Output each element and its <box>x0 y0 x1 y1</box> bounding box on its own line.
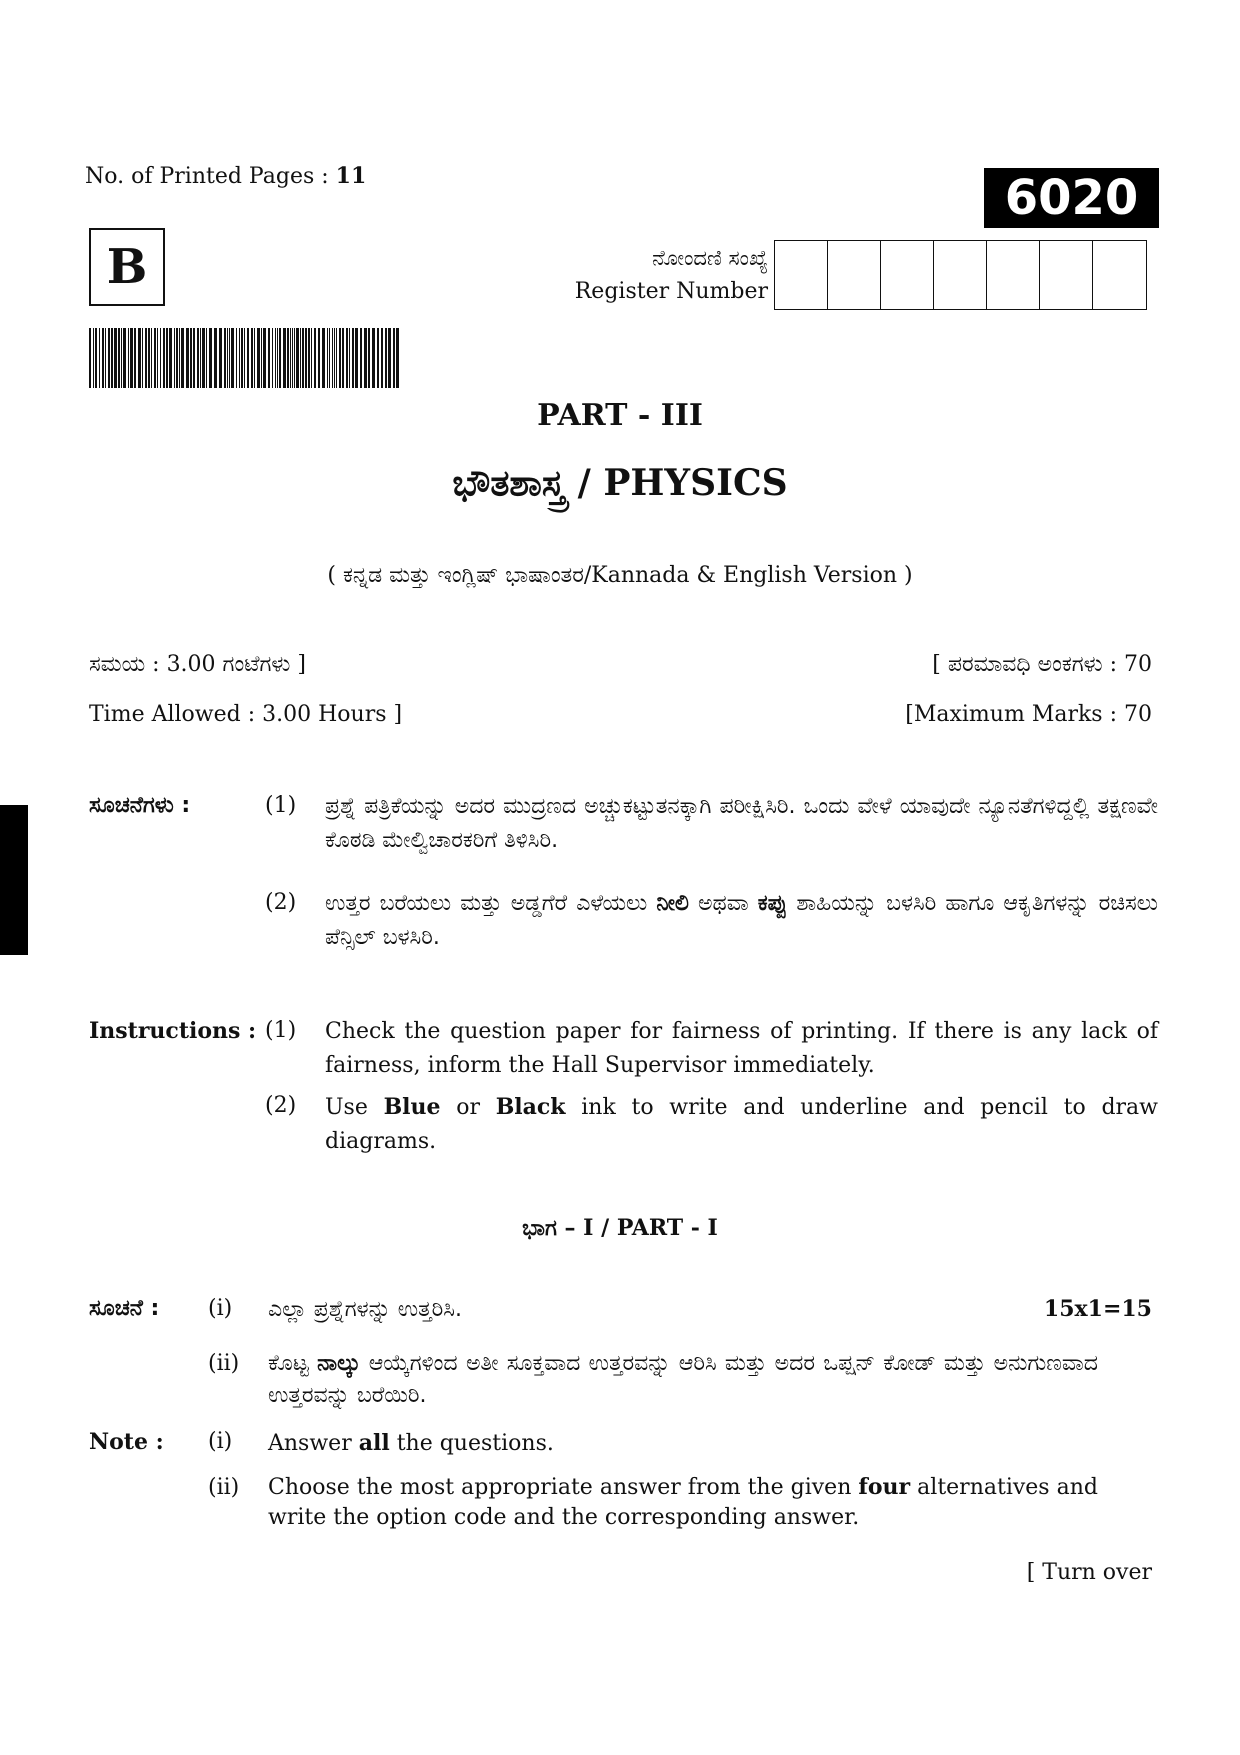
register-digit-box[interactable] <box>775 241 828 309</box>
printed-pages-label: No. of Printed Pages : <box>85 164 329 189</box>
instructions-label-english: Instructions : <box>89 1018 257 1044</box>
note-label-kannada: ಸೂಚನೆ : <box>89 1296 160 1321</box>
version-letter-box: B <box>89 228 165 306</box>
section-marks: 15x1=15 <box>1043 1296 1152 1322</box>
note-text-kannada-1: ಎಲ್ಲಾ ಪ್ರಶ್ನೆಗಳನ್ನು ಉತ್ತರಿಸಿ. <box>268 1297 462 1322</box>
margin-marker-bar <box>0 805 28 955</box>
instruction-number: (1) <box>265 793 297 818</box>
time-allowed-kannada: ಸಮಯ : 3.00 ಗಂಟೆಗಳು ] <box>89 652 306 677</box>
note-text-english-2: Choose the most appropriate answer from the given four alternatives and write the option code and the corresponding answer. <box>268 1474 1098 1530</box>
instruction-number: (1) <box>265 1018 297 1043</box>
register-digit-box[interactable] <box>934 241 987 309</box>
instruction-text-kannada-1: ಪ್ರಶ್ನೆ ಪತ್ರಿಕೆಯನ್ನು ಅದರ ಮುದ್ರಣದ ಅಚ್ಚುಕಟ್ಟುತನಕ್ಕಾಗಿ ಪರೀಕ್ಷಿಸಿರಿ. ಒಂದು ವೇಳೆ ಯಾವುದೇ ನ್ಯೂನತೆಗಳಿದ್ದಲ್ಲಿ ತಕ್ಷಣವೇ ಕೊಠಡಿ ಮೇಲ್ವಿಚಾರಕರಿಗೆ ತಿಳಿಸಿರಿ. <box>325 794 1158 853</box>
register-digit-box[interactable] <box>828 241 881 309</box>
note-number: (i) <box>208 1429 233 1454</box>
register-digit-box[interactable] <box>881 241 934 309</box>
note-text-kannada-2: ಕೊಟ್ಟ ನಾಲ್ಕು ಆಯ್ಕೆಗಳಿಂದ ಅತೀ ಸೂಕ್ತವಾದ ಉತ್ತರವನ್ನು ಆರಿಸಿ ಮತ್ತು ಅದರ ಒಪ್ಷನ್ ಕೋಡ್ ಮತ್ತು ಅನುಗುಣವಾದ ಉತ್ತರವನ್ನು ಬರೆಯಿರಿ. <box>268 1351 1098 1408</box>
instruction-number: (2) <box>265 890 297 915</box>
note-text-english-1: Answer all the questions. <box>268 1430 554 1456</box>
note-number: (ii) <box>208 1351 240 1376</box>
blue-ink-english: Blue <box>383 1094 441 1120</box>
register-digit-box[interactable] <box>987 241 1040 309</box>
instruction-text-english-1: Check the question paper for fairness of printing. If there is any lack of fairness, inform the Hall Supervisor immediately. <box>325 1019 1158 1078</box>
paper-code: 6020 <box>984 168 1159 228</box>
register-digit-box[interactable] <box>1040 241 1093 309</box>
note-number: (ii) <box>208 1475 240 1500</box>
time-allowed-english: Time Allowed : 3.00 Hours ] <box>89 702 403 727</box>
section-heading: ಭಾಗ – I / PART - I <box>522 1215 718 1241</box>
note-label-english: Note : <box>89 1429 164 1455</box>
maximum-marks-english: [Maximum Marks : 70 <box>905 702 1152 727</box>
four-kannada: ನಾಲ್ಕು <box>317 1351 361 1376</box>
part-title: PART - III <box>537 398 703 433</box>
all-emphasis: all <box>358 1430 390 1456</box>
instruction-number: (2) <box>265 1093 297 1118</box>
language-version-line: ( ಕನ್ನಡ ಮತ್ತು ಇಂಗ್ಲಿಷ್ ಭಾಷಾಂತರ/Kannada & English Version ) <box>327 563 913 588</box>
turn-over-label: [ Turn over <box>1026 1560 1152 1585</box>
subject-title: ಭೌತಶಾಸ್ತ್ರ / PHYSICS <box>452 462 788 504</box>
barcode <box>89 328 399 388</box>
register-label-kannada: ನೋಂದಣಿ ಸಂಖ್ಯೆ <box>652 246 768 270</box>
black-ink-english: Black <box>495 1094 566 1120</box>
instruction-text-english-2: Use Blue or Black ink to write and underline and pencil to draw diagrams. <box>325 1094 1159 1154</box>
four-emphasis: four <box>858 1474 911 1500</box>
black-ink-kannada: ಕಪ್ಪು <box>757 891 788 916</box>
register-digit-box[interactable] <box>1093 241 1146 309</box>
note-number: (i) <box>208 1296 233 1321</box>
register-label-english: Register Number <box>574 279 768 304</box>
instruction-text-kannada-2: ಉತ್ತರ ಬರೆಯಲು ಮತ್ತು ಅಡ್ಡಗೆರೆ ಎಳೆಯಲು ನೀಲಿ ಅಥವಾ ಕಪ್ಪು ಶಾಹಿಯನ್ನು ಬಳಸಿರಿ ಹಾಗೂ ಆಕೃತಿಗಳನ್ನು ರಚಿಸಲು ಪೆನ್ಸಿಲ್ ಬಳಸಿರಿ. <box>325 891 1158 950</box>
printed-pages-value: 11 <box>335 163 367 189</box>
maximum-marks-kannada: [ ಪರಮಾವಧಿ ಅಂಕಗಳು : 70 <box>932 652 1152 677</box>
instructions-label-kannada: ಸೂಚನೆಗಳು : <box>89 793 191 818</box>
register-number-boxes[interactable] <box>774 240 1147 310</box>
blue-ink-kannada: ನೀಲಿ <box>656 891 689 916</box>
printed-pages-line <box>85 163 366 189</box>
